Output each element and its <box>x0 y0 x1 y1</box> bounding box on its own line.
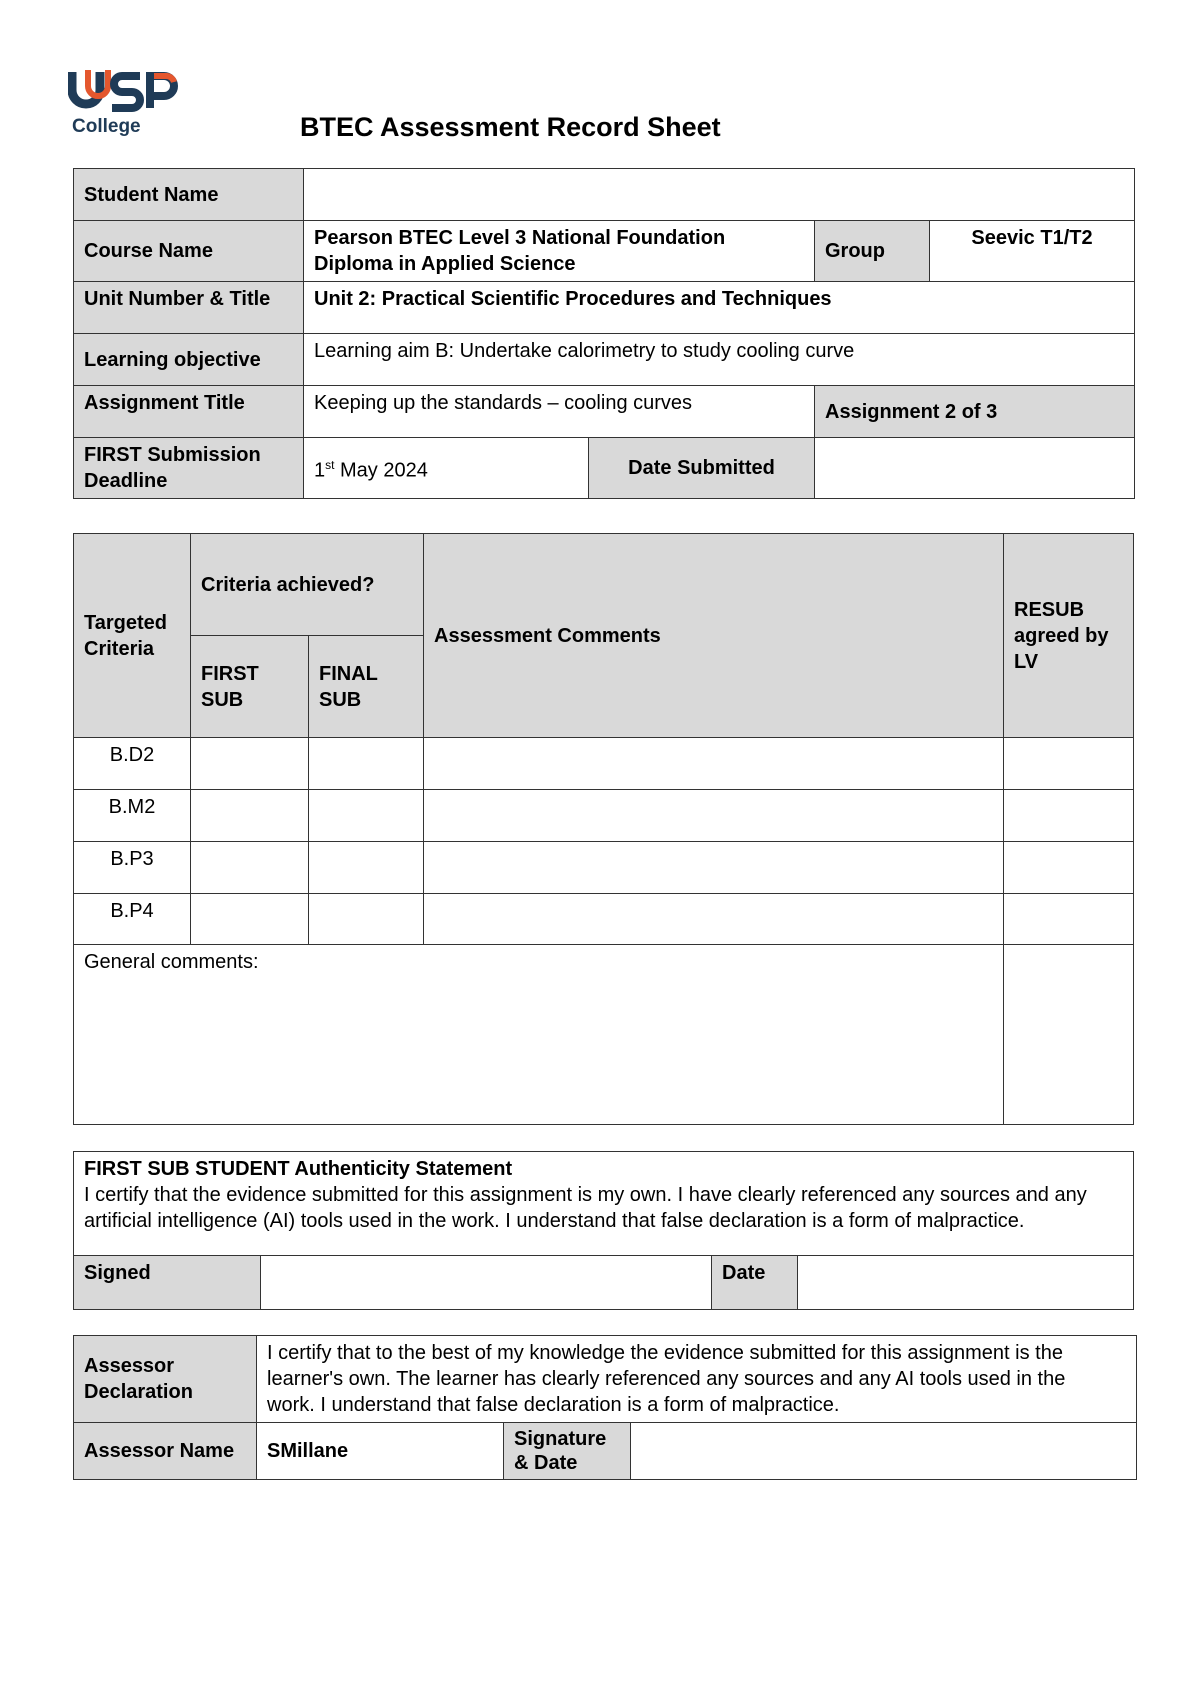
final-sub-cell[interactable] <box>309 738 424 790</box>
student-name-field[interactable] <box>304 169 1135 221</box>
assessor-table <box>73 1335 1137 1480</box>
first-sub-cell[interactable] <box>191 790 309 842</box>
authenticity-table <box>73 1151 1134 1310</box>
first-sub-cell[interactable] <box>191 738 309 790</box>
usp-logo-icon <box>68 66 188 116</box>
resub-cell[interactable] <box>1004 790 1134 842</box>
date-submitted-label: Date Submitted <box>589 438 815 499</box>
learning-objective-label: Learning objective <box>74 334 304 386</box>
authenticity-statement <box>74 1152 1134 1256</box>
general-comments-cell[interactable] <box>74 945 1004 1125</box>
general-resub-cell[interactable] <box>1004 945 1134 1125</box>
first-sub-cell[interactable] <box>191 842 309 894</box>
declaration-line: work. I understand that false declaration is a form of malpractice. <box>267 1394 840 1416</box>
resub-header: RESUB agreed by LV <box>1004 534 1134 738</box>
date-label: Date <box>712 1256 798 1310</box>
general-comments-label: General comments: <box>84 951 259 973</box>
authenticity-text: I certify that the evidence submitted for this assignment is my own. I have clearly referenced any sources and any artificial intelligence (AI) tools used in the work. I understand that false declaration is a form of malpractice. <box>84 1184 1087 1232</box>
criteria-row <box>74 738 1134 790</box>
group-label: Group <box>815 221 930 282</box>
deadline-suffix: st <box>325 458 335 473</box>
assessor-name-label: Assessor Name <box>74 1423 257 1480</box>
final-sub-header: FINAL SUB <box>309 636 424 738</box>
learning-objective-value <box>304 334 1135 386</box>
declaration-line: I certify that to the best of my knowledge the evidence submitted for this assignment is the <box>267 1342 1063 1364</box>
date-submitted-field[interactable] <box>815 438 1135 499</box>
deadline-label: FIRST Submission Deadline <box>74 438 304 499</box>
unit-label: Unit Number & Title <box>74 282 304 334</box>
student-name-label: Student Name <box>74 169 304 221</box>
resub-cell[interactable] <box>1004 894 1134 945</box>
resub-cell[interactable] <box>1004 738 1134 790</box>
assignment-number: Assignment 2 of 3 <box>815 386 1135 438</box>
comment-cell[interactable] <box>424 790 1004 842</box>
first-sub-header: FIRST SUB <box>191 636 309 738</box>
page-title: BTEC Assessment Record Sheet <box>300 112 721 142</box>
declaration-line: learner's own. The learner has clearly referenced any sources and any AI tools used in the <box>267 1368 1066 1390</box>
info-table <box>73 168 1135 499</box>
criteria-code: B.P3 <box>74 842 191 894</box>
signature-date-label: Signature & Date <box>504 1423 631 1480</box>
assessor-declaration-text <box>257 1336 1137 1423</box>
criteria-row <box>74 894 1134 945</box>
criteria-table <box>73 533 1134 1125</box>
authenticity-heading: FIRST SUB STUDENT Authenticity Statement <box>84 1158 513 1180</box>
final-sub-cell[interactable] <box>309 894 424 945</box>
college-logo <box>68 66 208 146</box>
assessor-declaration-label: Assessor Declaration <box>74 1336 257 1423</box>
course-name-value: Pearson BTEC Level 3 National Foundation Diploma in Applied Science <box>304 221 815 282</box>
deadline-day: 1 <box>314 459 326 482</box>
deadline-month-year: May 2024 <box>334 459 428 482</box>
signature-date-field[interactable] <box>631 1423 1137 1480</box>
assessment-comments-header: Assessment Comments <box>424 534 1004 738</box>
group-value: Seevic T1/T2 <box>930 221 1135 282</box>
final-sub-cell[interactable] <box>309 790 424 842</box>
signed-label: Signed <box>74 1256 261 1310</box>
signed-field[interactable] <box>261 1256 712 1310</box>
criteria-code: B.P4 <box>74 894 191 945</box>
resub-cell[interactable] <box>1004 842 1134 894</box>
assessor-name-value: SMillane <box>257 1423 504 1480</box>
assignment-title-value: Keeping up the standards – cooling curves <box>304 386 815 438</box>
criteria-row <box>74 842 1134 894</box>
comment-cell[interactable] <box>424 842 1004 894</box>
criteria-code: B.M2 <box>74 790 191 842</box>
criteria-code: B.D2 <box>74 738 191 790</box>
logo-college-text: College <box>72 116 141 137</box>
targeted-criteria-header: Targeted Criteria <box>74 534 191 738</box>
final-sub-cell[interactable] <box>309 842 424 894</box>
assignment-title-label: Assignment Title <box>74 386 304 438</box>
criteria-achieved-header: Criteria achieved? <box>191 534 424 636</box>
deadline-value <box>304 438 589 499</box>
comment-cell[interactable] <box>424 894 1004 945</box>
learning-objective-text: Learning aim B: Undertake calorimetry to study cooling curve <box>314 340 855 362</box>
criteria-row <box>74 790 1134 842</box>
first-sub-cell[interactable] <box>191 894 309 945</box>
unit-value: Unit 2: Practical Scientific Procedures and Techniques <box>304 282 1135 334</box>
course-name-label: Course Name <box>74 221 304 282</box>
date-field[interactable] <box>798 1256 1134 1310</box>
comment-cell[interactable] <box>424 738 1004 790</box>
